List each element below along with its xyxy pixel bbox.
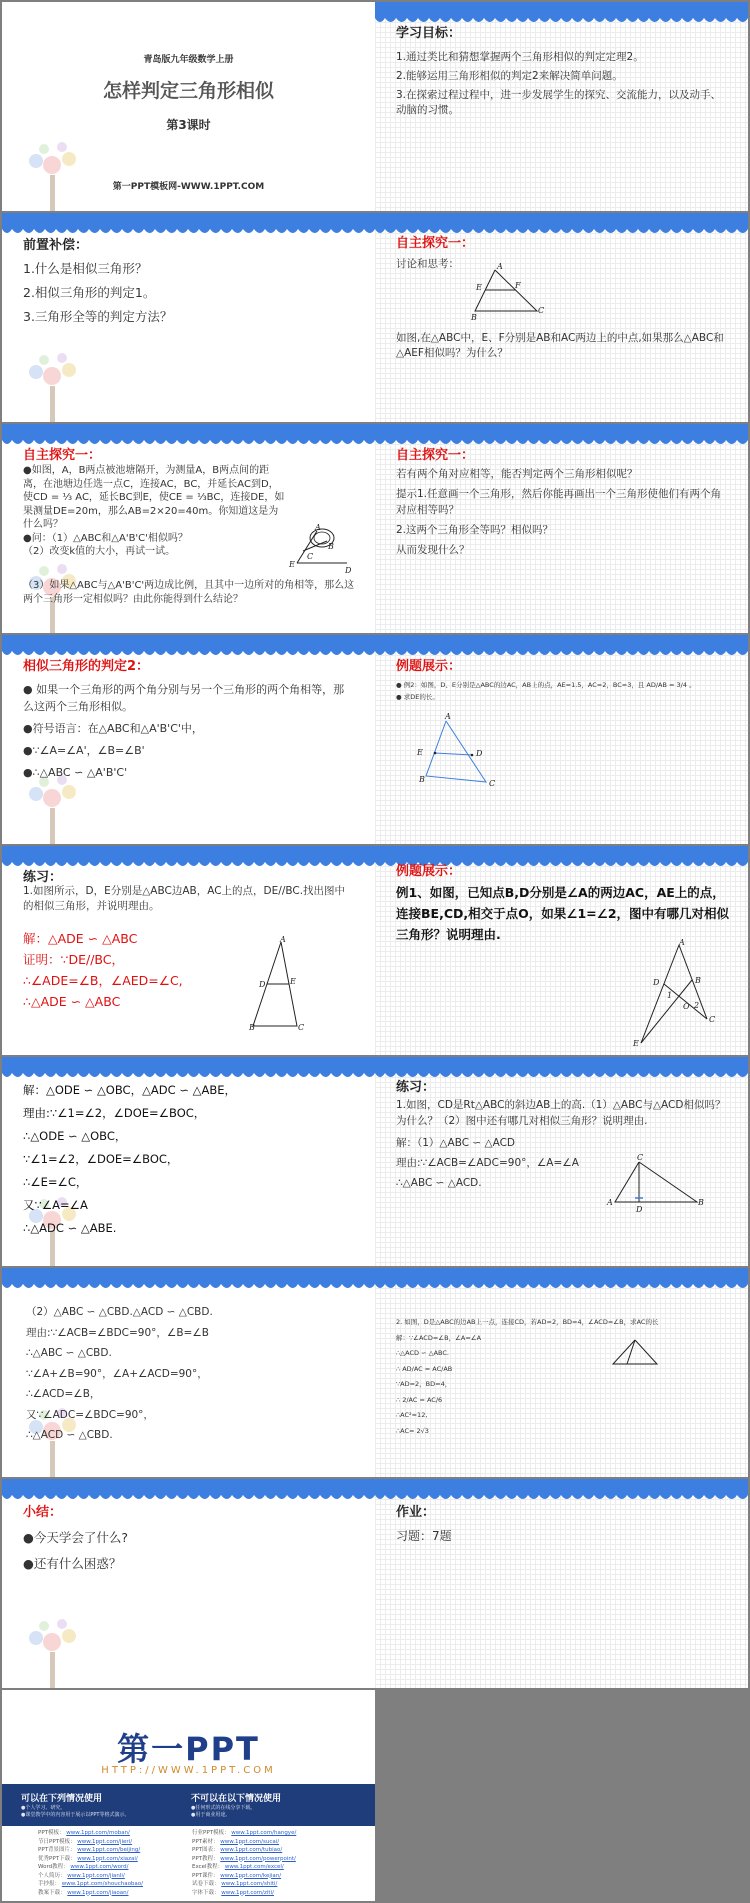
scallop-border <box>375 1479 748 1503</box>
review-item: 1.什么是相似三角形？ <box>23 261 148 276</box>
link-label: 优秀PPT下载： <box>38 1855 76 1862</box>
review-list <box>23 258 353 327</box>
answer-line: ∴△ABC ∽ △ACD. <box>396 1177 482 1189</box>
link-label: PPT素材： <box>192 1838 219 1845</box>
review-item: 2.相似三角形的判定1。 <box>23 285 156 300</box>
label-c: C <box>709 1015 716 1024</box>
explore-line: 若有两个角对应相等，能否判定两个三角形相似呢？ <box>396 468 638 480</box>
theorem-line: ●∵∠A=∠A'，∠B=∠B' <box>23 744 145 757</box>
tree-decoration <box>22 141 84 211</box>
links-left <box>38 1829 143 1897</box>
link-label: PPT图表： <box>192 1847 219 1853</box>
example-text <box>396 679 731 703</box>
link-label: PPT教程： <box>192 1855 219 1862</box>
link-label: 教案下载： <box>38 1889 66 1896</box>
answer-line: ∴△ADE ∽ △ABC <box>23 994 121 1009</box>
pond-figure <box>287 521 357 576</box>
link[interactable]: www.1ppt.com/jieri/ <box>77 1838 133 1845</box>
slide-heading: 作业： <box>396 1505 436 1520</box>
triangle-figure <box>605 1336 665 1370</box>
solution-line: ∴AC²=12, <box>396 1411 428 1419</box>
cannot-use-note: ●任何形式的在线分享下载。 <box>191 1805 256 1811</box>
summary-list <box>23 1527 323 1574</box>
summary-item: ●今天学会了什么? <box>23 1530 129 1545</box>
solution-line: 解：∵∠ACD=∠B，∠A=∠A <box>396 1333 482 1342</box>
link[interactable]: www.1ppt.com/shiti/ <box>221 1881 278 1887</box>
link-label: PPT模板： <box>38 1830 65 1836</box>
label-b: B <box>471 313 477 322</box>
practice-question: 1.如图所示，D，E分别是△ABC边AB，AC上的点，DE//BC.找出图中的相似三角形，并说明理由。 <box>23 885 346 912</box>
slide-solution-1 <box>2 1057 375 1266</box>
label-d: D <box>636 1205 643 1214</box>
link-label: Word教程： <box>38 1864 69 1870</box>
link[interactable]: www.1ppt.com/sucai/ <box>220 1838 280 1845</box>
scallop-border <box>2 1057 375 1081</box>
solution-line: （2）△ABC ∽ △CBD.△ACD ∽ △CBD. <box>26 1306 213 1318</box>
logo-text: 第一PPT <box>117 1730 260 1768</box>
label-c: C <box>489 779 496 788</box>
solution-line: ∴ 2/AC = AC/6 <box>396 1395 443 1404</box>
slide-heading: 小结： <box>23 1505 63 1520</box>
label-b: B <box>249 1023 255 1031</box>
solution-line: ∴△ADC ∽ △ABE. <box>23 1221 117 1235</box>
solution-line: 2. 如图，D是△ABC的边AB上一点，连接CD，若AD=2，BD=4，∠ACD=∠B，求AC的长 <box>396 1318 659 1326</box>
lesson-number: 第3课时 <box>166 118 211 132</box>
link[interactable]: www.1ppt.com/shouchaobao/ <box>61 1881 144 1887</box>
right-triangle-figure <box>605 1154 705 1216</box>
label-a: A <box>679 939 685 947</box>
label-e: E <box>417 748 423 757</box>
label-b: B <box>419 775 425 784</box>
logo-url: HTTP://WWW.1PPT.COM <box>101 1765 276 1776</box>
link[interactable]: www.1ppt.com/hangye/ <box>231 1830 297 1836</box>
link-label: Excel教程： <box>192 1864 224 1870</box>
link-label: 行业PPT模板： <box>192 1830 230 1836</box>
slide-explore-1b <box>2 424 375 633</box>
can-use-title: 可以在下列情况使用 <box>21 1794 103 1804</box>
label-d: D <box>259 980 266 989</box>
label-e: E <box>476 283 482 292</box>
slide-practice-3 <box>375 1268 748 1477</box>
label-2: 2 <box>694 1001 700 1010</box>
link-label: 节日PPT模板： <box>38 1838 76 1845</box>
slide-heading: 相似三角形的判定2： <box>23 659 150 674</box>
solution-line: ∵∠A+∠B=90°，∠A+∠ACD=90°， <box>26 1367 208 1380</box>
label-b: B <box>328 542 334 551</box>
example-line: ● 例2：如图，D、E分别是△ABC的边AC，AB上的点，AE=1.5，AC=2，BC=3，且 AD/AB = 3/4 。 <box>396 681 696 689</box>
slide-heading: 自主探究一： <box>396 236 475 251</box>
slide-heading: 例题展示： <box>396 864 462 879</box>
label-e: E <box>289 560 295 569</box>
review-item: 3.三角形全等的判定方法？ <box>23 309 173 324</box>
answer-line: 理由:∵∠ACB=∠ADC=90°，∠A=∠A <box>396 1157 579 1169</box>
angle-figure <box>615 939 725 1049</box>
explore-line: 2.这两个三角形全等吗？相似吗？ <box>396 524 554 536</box>
scallop-border <box>375 1268 748 1292</box>
answer-line: 解：（1）△ABC ∽ △ACD <box>396 1137 516 1149</box>
objective-item: 2.能够运用三角形相似的判定2来解决简单问题。 <box>396 70 623 82</box>
slide-heading: 学习目标： <box>396 26 462 41</box>
label-a: A <box>497 263 503 271</box>
label-o: O <box>683 1002 690 1011</box>
tree-decoration <box>22 774 84 844</box>
solution-line: ∴∠ACD=∠B， <box>26 1388 101 1400</box>
practice-question: 1.如图，CD是Rt△ABC的斜边AB上的高.（1）△ABC与△ACD相似吗？为什么？（2）图中还有哪几对相似三角形？说明理由. <box>396 1099 726 1127</box>
theorem-line: ● 如果一个三角形的两个角分别与另一个三角形的两个角相等，那么这两个三角形相似。 <box>23 683 345 713</box>
label-a: A <box>445 713 451 721</box>
problem-line: ●问：（1）△ABC和△A'B'C'相似吗？ <box>23 532 188 544</box>
slide-theorem <box>2 635 375 844</box>
label-a: A <box>315 523 321 532</box>
can-use-note: ●个人学习、研究。 <box>21 1805 66 1811</box>
links-panel <box>2 1826 375 1901</box>
slide-heading: 练习： <box>396 1080 436 1095</box>
objective-item: 3.在探索过程过程中，进一步发展学生的探究、交流能力，以及动手、动脑的习惯。 <box>396 89 722 116</box>
link[interactable]: www.1ppt.com/word/ <box>70 1864 129 1870</box>
theorem-text <box>23 681 348 781</box>
slide-heading: 自主探究一： <box>23 448 102 463</box>
link-label: 个人简历： <box>38 1872 66 1879</box>
link[interactable]: www.1ppt.com/beijing/ <box>77 1847 141 1853</box>
links-right <box>192 1829 296 1897</box>
slide-explore-1c <box>375 424 748 633</box>
label-b: B <box>698 1198 704 1207</box>
label-e: E <box>290 977 296 986</box>
slide-heading: 前置补偿： <box>23 238 89 253</box>
solution-line: 理由:∵∠ACB=∠BDC=90°，∠B=∠B <box>26 1326 209 1339</box>
slide-credits <box>2 1690 375 1901</box>
slide-explore-1a <box>375 213 748 422</box>
label-c: C <box>538 306 545 315</box>
practice-answer <box>396 1133 596 1193</box>
triangle-figure <box>465 263 565 323</box>
solution-line: ∴AC= 2√3 <box>396 1426 429 1435</box>
solution-line: ∵AD=2，BD=4， <box>396 1380 452 1388</box>
solution-line: ∵∠1=∠2，∠DOE=∠BOC， <box>23 1152 179 1166</box>
slide-objectives <box>375 2 748 211</box>
theorem-line: ●符号语言：在△ABC和△A'B'C'中， <box>23 722 203 735</box>
site-name: 第一PPT模板网-WWW.1PPT.COM <box>112 182 265 192</box>
solution-line: ∴△ABC ∽ △CBD. <box>26 1347 112 1359</box>
link[interactable]: www.1ppt.com/tubiao/ <box>220 1847 283 1853</box>
label-c: C <box>637 1154 644 1162</box>
label-d: D <box>653 978 660 987</box>
can-use-note-2: ●课堂教学中的内容用于展示以PPT等格式演示。 <box>21 1812 130 1818</box>
link[interactable]: www.1ppt.com/moban/ <box>66 1830 130 1836</box>
cover-title: 怎样判定三角形相似 <box>102 80 274 102</box>
solution-line: 又∵∠ADC=∠BDC=90°， <box>26 1408 154 1421</box>
link[interactable]: www.1ppt.com/ziti/ <box>221 1889 274 1896</box>
slide-example-2 <box>375 635 748 844</box>
slide-heading: 练习： <box>23 870 63 885</box>
slide-homework <box>375 1479 748 1688</box>
solution-line: 理由:∵∠1=∠2，∠DOE=∠BOC， <box>23 1106 206 1120</box>
link[interactable]: www.1ppt.com/kejian/ <box>220 1872 282 1879</box>
problem-text-2: （3）如果△ABC与△A'B'C'两边成比例，且其中一边所对的角相等，那么这两个三角形一定相似吗？由此你能得到什么结论？ <box>23 580 355 605</box>
link-label: 字体下载： <box>192 1889 220 1896</box>
explore-line: 从而发现什么？ <box>396 544 470 556</box>
explore-line: 提示1.任意画一个三角形，然后你能再画出一个三角形使他们有两个角对应相等吗？ <box>396 488 722 516</box>
scallop-border <box>2 1268 375 1292</box>
slide-practice-1 <box>2 846 375 1055</box>
label-b: B <box>695 976 701 985</box>
intro-text: 讨论和思考： <box>396 258 459 270</box>
tree-decoration <box>22 352 84 422</box>
solution-line: ∴△ACD ∽ △CBD. <box>26 1429 113 1441</box>
objective-item: 1.通过类比和猜想掌握两个三角形相似的判定定理2。 <box>396 51 644 63</box>
link-label: 手抄报： <box>38 1881 61 1887</box>
objectives-list <box>396 50 731 118</box>
link-label: PPT背景图片： <box>38 1847 76 1853</box>
slide-review <box>2 213 375 422</box>
link[interactable]: www.1ppt.com/jianli/ <box>67 1872 125 1879</box>
publisher: 青岛版九年级数学上册 <box>143 55 234 65</box>
slide-heading: 例题展示： <box>396 659 462 674</box>
practice-solution <box>396 1315 736 1439</box>
tree-decoration <box>22 1618 84 1688</box>
cannot-use-note-2: ●用于商业用途。 <box>191 1812 231 1818</box>
example-line: ● 求DE的长。 <box>396 693 439 701</box>
label-c: C <box>298 1023 305 1031</box>
solution-line: 解：△ODE ∽ △OBC，△ADC ∽ △ABE， <box>23 1083 236 1097</box>
practice-answer <box>23 928 223 1012</box>
link[interactable]: www.1ppt.com/xiazai/ <box>77 1855 138 1862</box>
label-a: A <box>607 1198 613 1207</box>
slide-practice-2 <box>375 1057 748 1266</box>
label-f: F <box>515 281 521 290</box>
link-label: PPT课件： <box>192 1872 219 1879</box>
slide-cover <box>2 2 375 211</box>
triangle-figure <box>395 713 505 793</box>
answer-line: 解：△ADE ∽ △ABC <box>23 931 138 946</box>
slide-solution-2 <box>2 1268 375 1477</box>
solution-line: ∴△ACD ∽ △ABC. <box>396 1349 449 1357</box>
link[interactable]: www.1ppt.com/excel/ <box>224 1864 284 1870</box>
explore-text <box>396 466 726 558</box>
label-e: E <box>633 1039 639 1048</box>
problem-line: （2）改变k值的大小，再试一试。 <box>23 546 176 557</box>
answer-line: ∴∠ADE=∠B，∠AED=∠C, <box>23 973 183 988</box>
solution-line: ∴△ODE ∽ △OBC， <box>23 1129 127 1143</box>
solution-text <box>23 1079 353 1240</box>
label-d: D <box>345 566 352 575</box>
link-label: 试卷下载： <box>192 1881 220 1887</box>
solution-line: ∴ AD/AC = AC/AB <box>396 1364 453 1373</box>
example-question: 例1、如图，已知点B,D分别是∠A的两边AC，AE上的点，连接BE,CD,相交于点O，如果∠1=∠2，图中有哪几对相似三角形？说明理由. <box>396 885 730 942</box>
solution-text <box>26 1302 356 1446</box>
slide-example-1 <box>375 846 748 1055</box>
label-d: D <box>476 749 483 758</box>
label-c: C <box>307 552 314 561</box>
link[interactable]: www.1ppt.com/jiaoan/ <box>67 1889 129 1896</box>
problem-text <box>23 464 288 559</box>
homework-text: 习题：7题 <box>396 1529 452 1543</box>
link[interactable]: www.1ppt.com/powerpoint/ <box>220 1855 296 1862</box>
label-a: A <box>280 936 286 944</box>
answer-line: 证明：∵DE//BC， <box>23 952 124 967</box>
solution-line: ∴∠E=∠C， <box>23 1175 88 1189</box>
theorem-line: ●∴△ABC ∽ △A'B'C' <box>23 766 128 779</box>
triangle-figure <box>247 936 317 1031</box>
problem-line: ●如图，A，B两点被池塘隔开，为测量A，B两点间的距离，在池塘边任选一点C，连接AC，BC，并延长AC到D，使CD = ⅓ AC，延长BC到E，使CE = ⅓BC，连接DE，如果测量DE=20m，那么AB=2×20=40m。你知道这是为什么吗？ <box>23 465 285 530</box>
label-1: 1 <box>667 991 673 1000</box>
solution-line: 又∵∠A=∠A <box>23 1198 88 1212</box>
slide-summary <box>2 1479 375 1688</box>
scallop-border <box>2 1479 375 1503</box>
slide-heading: 自主探究一： <box>396 448 475 463</box>
summary-item: ●还有什么困惑？ <box>23 1556 122 1571</box>
question-text: 如图,在△ABC中，E、F分别是AB和AC两边上的中点,如果那么△ABC和△AEF相似吗？为什么？ <box>396 332 724 359</box>
cannot-use-title: 不可以在以下情况使用 <box>191 1794 282 1804</box>
